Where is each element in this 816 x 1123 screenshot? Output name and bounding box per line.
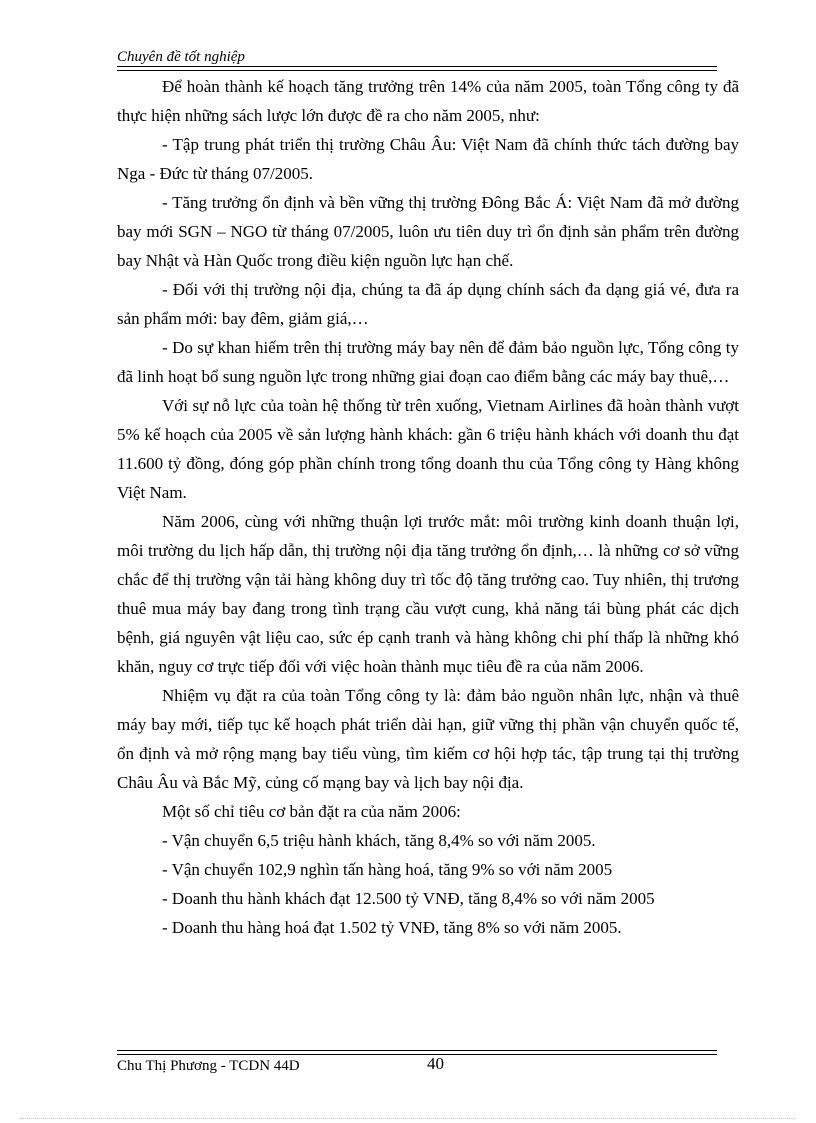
footer-author: Chu Thị Phương - TCDN 44D [117,1058,300,1074]
page-bottom-border [20,1118,796,1119]
target-passengers: - Vận chuyển 6,5 triệu hành khách, tăng 8,4% so với năm 2005. [162,831,596,850]
document-body [117,72,739,942]
paragraph-europe-market: - Tập trung phát triển thị trường Châu Âu: Việt Nam đã chính thức tách đường bay Nga - Đức từ tháng 07/2005. [117,135,739,183]
header-rule [117,66,717,71]
paragraph-targets-heading: Một số chỉ tiêu cơ bản đặt ra của năm 2006: [162,802,461,821]
page-number: 40 [427,1054,444,1073]
footer-rule [117,1050,717,1055]
paragraph-aircraft-shortage: - Do sự khan hiếm trên thị trường máy bay nên để đảm bảo nguồn lực, Tổng công ty đã linh hoạt bổ sung nguồn lực trong những giai đoạn cao điểm bằng các máy bay thuê,… [117,338,739,386]
paragraph-domestic-market: - Đối với thị trường nội địa, chúng ta đã áp dụng chính sách đa dạng giá vé, đưa ra sản phẩm mới: bay đêm, giảm giá,… [117,280,739,328]
paragraph-outlook-2006: Năm 2006, cùng với những thuận lợi trước mắt: môi trường kinh doanh thuận lợi, môi trường du lịch hấp dẫn, thị trường nội địa tăng trưởng ổn định,… là những cơ sở vững chắc để thị trường vận tải hàng không duy trì tốc độ tăng trưởng cao. Tuy nhiên, thị trương thuê mua máy bay đang trong tình trạng cầu vượt cung, khả năng tái bùng phát các dịch bệnh, giá nguyên vật liệu cao, sức ép cạnh tranh và hàng không chi phí thấp là những khó khăn, nguy cơ trực tiếp đối với việc hoàn thành mục tiêu đề ra của năm 2006. [117,512,739,676]
paragraph-tasks: Nhiệm vụ đặt ra của toàn Tổng công ty là: đảm bảo nguồn nhân lực, nhận và thuê máy bay mới, tiếp tục kế hoạch phát triển dài hạn, giữ vững thị phần vận chuyển quốc tế, ổn định và mở rộng mạng bay tiểu vùng, tìm kiếm cơ hội hợp tác, tập trung tại thị trường Châu Âu và Bắc Mỹ, củng cố mạng bay và lịch bay nội địa. [117,686,739,792]
target-cargo: - Vận chuyển 102,9 nghìn tấn hàng hoá, tăng 9% so với năm 2005 [162,860,613,879]
target-cargo-revenue: - Doanh thu hàng hoá đạt 1.502 tỷ VNĐ, tăng 8% so với năm 2005. [162,918,622,937]
paragraph-intro: Để hoàn thành kế hoạch tăng trưởng trên 14% của năm 2005, toàn Tổng công ty đã thực hiện những sách lược lớn được đề ra cho năm 2005, như: [117,77,739,125]
target-passenger-revenue: - Doanh thu hành khách đạt 12.500 tỷ VNĐ, tăng 8,4% so với năm 2005 [162,889,655,908]
header-title: Chuyên đề tốt nghiệp [117,49,245,65]
page-header [117,48,717,66]
paragraph-results-2005: Với sự nỗ lực của toàn hệ thống từ trên xuống, Vietnam Airlines đã hoàn thành vượt 5% kế hoạch của 2005 về sản lượng hành khách: gần 6 triệu hành khách với doanh thu đạt 11.600 tỷ đồng, đóng góp phần chính trong tổng doanh thu của Tổng công ty Hàng không Việt Nam. [117,396,739,502]
paragraph-northeast-asia-market: - Tăng trưởng ổn định và bền vững thị trường Đông Bắc Á: Việt Nam đã mở đường bay mới SGN – NGO từ tháng 07/2005, luôn ưu tiên duy trì ổn định sản phẩm trên đường bay Nhật và Hàn Quốc trong điều kiện nguồn lực hạn chế. [117,193,739,270]
